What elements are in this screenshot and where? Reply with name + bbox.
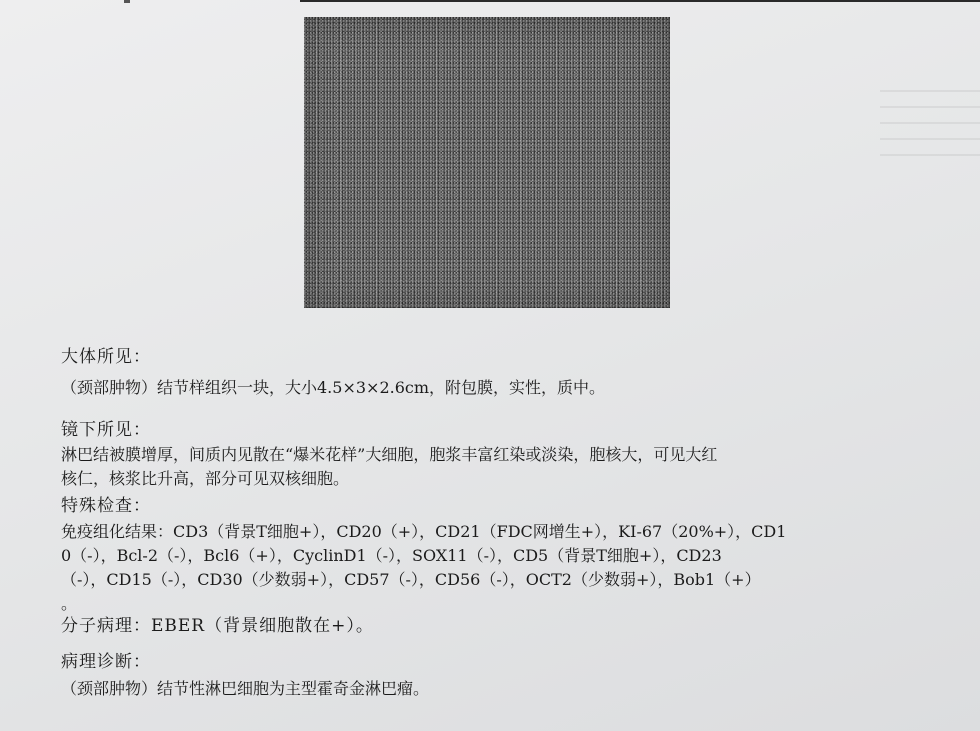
top-edge-mark xyxy=(124,0,130,3)
ihc-results-line2: 0（-），Bcl-2（-），Bcl6（+），CyclinD1（-），SOX11（-），CD5（背景T细胞+），CD23 xyxy=(61,546,722,565)
gross-description: （颈部肿物）结节样组织一块，大小4.5×3×2.6cm，附包膜，实性，质中。 xyxy=(61,378,606,397)
ihc-results-line1: 免疫组化结果：CD3（背景T细胞+），CD20（+），CD21（FDC网增生+），KI-67（20%+），CD1 xyxy=(61,522,787,541)
top-border-line xyxy=(300,0,980,2)
molecular-pathology: 分子病理：EBER（背景细胞散在+）。 xyxy=(61,616,374,636)
micro-description-line2: 核仁，核浆比升高，部分可见双核细胞。 xyxy=(61,469,350,488)
gross-heading: 大体所见： xyxy=(61,347,151,367)
histology-micrograph xyxy=(304,17,670,308)
micro-heading: 镜下所见： xyxy=(61,420,151,440)
diagnosis-heading: 病理诊断： xyxy=(61,652,151,672)
faint-background-marks xyxy=(880,90,980,170)
ihc-results-line4: 。 xyxy=(61,594,78,613)
special-heading: 特殊检查： xyxy=(61,496,151,516)
ihc-results-line3: （-），CD15（-），CD30（少数弱+），CD57（-），CD56（-），OCT2（少数弱+），Bob1（+） xyxy=(61,570,761,589)
diagnosis-text: （颈部肿物）结节性淋巴细胞为主型霍奇金淋巴瘤。 xyxy=(61,679,430,698)
micro-description-line1: 淋巴结被膜增厚，间质内见散在“爆米花样”大细胞，胞浆丰富红染或淡染，胞核大，可见大红 xyxy=(61,445,718,464)
